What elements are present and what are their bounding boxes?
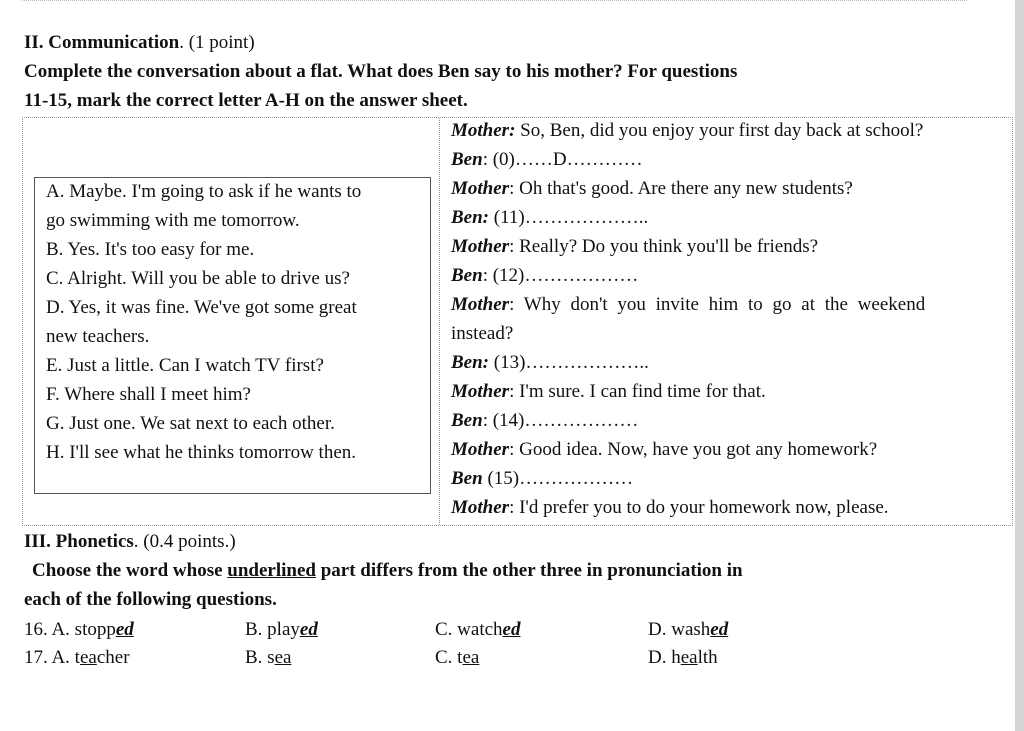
dialogue-line: Ben: (14)……………… <box>451 410 639 431</box>
option-d-line1: D. Yes, it was fine. We've got some great <box>46 297 357 318</box>
section3-instruction-2: each of the following questions. <box>24 589 277 610</box>
option-f: F. Where shall I meet him? <box>46 384 251 405</box>
section2-instruction-1: Complete the conversation about a flat. What does Ben say to his mother? For questions <box>24 61 738 82</box>
dialogue-line: Mother: I'd prefer you to do your homework now, please. <box>451 497 889 518</box>
dialogue-line: Mother: Why don't you invite him to go at the weekend <box>451 294 926 315</box>
question-16-choice-a: 16. A. stopped <box>24 619 134 640</box>
dialogue-line: Mother: Really? Do you think you'll be friends? <box>451 236 819 257</box>
section2-heading: II. Communication. (1 point) <box>24 32 255 53</box>
conversation-table <box>22 117 1013 526</box>
option-a-line2: go swimming with me tomorrow. <box>46 210 300 231</box>
section3-points: (0.4 points.) <box>143 531 236 552</box>
option-c: C. Alright. Will you be able to drive us? <box>46 268 350 289</box>
section3-instruction-1: Choose the word whose underlined part differs from the other three in pronunciation in <box>32 560 743 581</box>
section3-title: III. Phonetics <box>24 531 134 552</box>
dialogue-line: Ben: (13)……………….. <box>451 352 649 373</box>
question-17-choice-b: B. sea <box>245 647 292 668</box>
dialogue-line: instead? <box>451 323 514 344</box>
dialogue-line: Mother: Oh that's good. Are there any new students? <box>451 178 853 199</box>
options-box <box>34 177 431 494</box>
option-h: H. I'll see what he thinks tomorrow then. <box>46 442 357 463</box>
question-17-choice-c: C. tea <box>435 647 480 668</box>
dialogue-line: Mother: So, Ben, did you enjoy your first day back at school? <box>451 120 924 141</box>
dialogue-line: Ben (15)……………… <box>451 468 634 489</box>
question-16-choice-d: D. washed <box>648 619 729 640</box>
table-column-divider <box>439 118 440 525</box>
dialogue-line: Mother: I'm sure. I can find time for that. <box>451 381 766 402</box>
dialogue-line: Ben: (0)……D………… <box>451 149 643 170</box>
top-divider <box>22 0 967 1</box>
section2-instruction-2: 11-15, mark the correct letter A-H on the answer sheet. <box>24 90 468 111</box>
question-16-choice-c: C. watched <box>435 619 521 640</box>
option-b: B. Yes. It's too easy for me. <box>46 239 255 260</box>
section2-title: II. Communication <box>24 32 180 53</box>
option-a-line1: A. Maybe. I'm going to ask if he wants to <box>46 181 362 202</box>
scrollbar[interactable] <box>1015 0 1024 731</box>
section3-heading: III. Phonetics. (0.4 points.) <box>24 531 236 552</box>
option-e: E. Just a little. Can I watch TV first? <box>46 355 324 376</box>
option-d-line2: new teachers. <box>46 326 150 347</box>
question-17-choice-d: D. health <box>648 647 718 668</box>
section2-points: (1 point) <box>188 32 255 53</box>
dialogue-line: Mother: Good idea. Now, have you got any homework? <box>451 439 878 460</box>
dialogue-line: Ben: (11)……………….. <box>451 207 649 228</box>
dialogue-line: Ben: (12)……………… <box>451 265 639 286</box>
question-16-choice-b: B. played <box>245 619 318 640</box>
option-g: G. Just one. We sat next to each other. <box>46 413 335 434</box>
question-17-choice-a: 17. A. teacher <box>24 647 130 668</box>
